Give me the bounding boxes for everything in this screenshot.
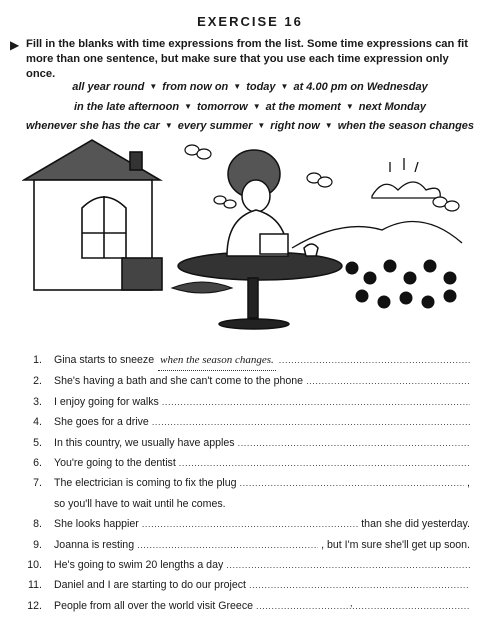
item-sentence: He's going to swim 20 lengths a day (54, 559, 224, 572)
item-number: 2. (33, 375, 42, 388)
exercise-item (20, 596, 470, 616)
answer-blank-dots[interactable] (226, 555, 470, 575)
time-expression: today (246, 81, 276, 93)
item-number: 9. (33, 538, 42, 551)
answer-blank-dots[interactable] (142, 514, 358, 534)
item-number: 3. (33, 395, 42, 408)
item-sentence: She's having a bath and she can't come to the phone (54, 375, 304, 388)
time-expression: tomorrow (197, 100, 248, 113)
answer-blank[interactable]: when the season changes. (158, 350, 276, 371)
item-sentence: In this country, we usually have apples (54, 436, 235, 449)
item-sentence-tail: than she did yesterday. (361, 518, 470, 531)
exercise-item (20, 350, 470, 371)
exercise-item (20, 535, 470, 555)
time-expression: at the moment (265, 100, 341, 113)
time-expression: right now (270, 120, 320, 132)
exercise-item (20, 575, 470, 595)
item-sentence: People from all over the world visit Greece (54, 599, 254, 612)
expression-list (20, 78, 480, 137)
exercise-item (20, 555, 470, 575)
exercise-item (20, 392, 470, 412)
exercise-item (20, 473, 470, 493)
item-number: 1. (33, 354, 42, 366)
item-sentence: The electrician is coming to fix the plug (54, 477, 237, 490)
answer-blank-dots (279, 350, 470, 370)
triangle-bullet-icon: ▼ (324, 121, 333, 130)
item-sentence: I enjoy going for walks (54, 395, 159, 408)
item-number: 10. (27, 559, 42, 572)
time-expression: every summer (177, 120, 253, 132)
triangle-bullet-icon: ▼ (164, 121, 173, 130)
expression-row (20, 117, 480, 137)
answer-blank-dots[interactable] (240, 473, 465, 493)
answer-blank-dots[interactable] (162, 392, 470, 412)
item-number: 5. (33, 436, 42, 449)
item-sentence: She goes for a drive (54, 416, 149, 429)
expression-row (20, 98, 480, 118)
item-number: 11. (28, 579, 42, 592)
illustration-woman-sneezing (22, 138, 472, 333)
exercise-item (20, 412, 470, 432)
time-expression: at 4.00 pm on Wednesday (293, 81, 428, 93)
answer-blank-dots[interactable] (256, 596, 470, 616)
triangle-bullet-icon: ▼ (149, 82, 158, 91)
time-expression: from now on (162, 81, 229, 93)
item-sentence: Gina starts to sneeze (54, 354, 155, 366)
time-expression: next Monday (358, 100, 427, 113)
exercise-item (20, 433, 470, 453)
exercise-item (20, 514, 470, 534)
item-sentence: She looks happier (54, 518, 139, 531)
triangle-bullet-icon: ▼ (233, 82, 242, 91)
instructions: Fill in the blanks with time expressions from the list. Some time expressions can fit more than one sentence, but make sure that you use each time expression only once. (26, 38, 469, 80)
item-sentence-continuation: so you'll have to wait until he comes. (54, 497, 226, 510)
item-sentence: You're going to the dentist (54, 457, 176, 470)
item-number: 8. (33, 518, 42, 531)
triangle-bullet-icon: ▼ (257, 121, 266, 130)
triangle-bullet-icon: ▼ (252, 101, 261, 111)
time-expression: all year round (72, 81, 145, 93)
house (24, 140, 162, 290)
item-sentence: Joanna is resting (54, 538, 135, 551)
item-number: 4. (33, 416, 42, 429)
time-expression: in the late afternoon (73, 100, 180, 113)
item-sentence: Daniel and I are starting to do our project (54, 579, 246, 592)
answer-blank-dots[interactable] (306, 371, 470, 391)
item-sentence-tail: , (467, 477, 470, 490)
time-expression: whenever she has the car (25, 120, 160, 132)
butterflies (185, 145, 459, 211)
stray-mark: , (350, 598, 353, 608)
item-number: 7. (33, 477, 42, 490)
item-sentence-tail: , but I'm sure she'll get up soon. (321, 538, 470, 551)
item-number: 6. (33, 457, 42, 470)
exercise-item (20, 371, 470, 391)
answer-blank-dots[interactable] (249, 575, 470, 595)
exercise-items (20, 350, 470, 616)
time-expression: when the season changes (337, 120, 475, 132)
exercise-item (20, 453, 470, 473)
item-number: 12. (27, 599, 42, 612)
answer-blank-dots[interactable] (152, 412, 470, 432)
expression-row (20, 78, 480, 98)
triangle-bullet-icon: ▼ (184, 101, 193, 111)
answer-blank-dots[interactable] (179, 453, 470, 473)
pointer-arrow-icon: ▶ (10, 38, 20, 52)
triangle-bullet-icon: ▼ (345, 101, 354, 111)
answer-blank-dots[interactable] (238, 433, 470, 453)
triangle-bullet-icon: ▼ (280, 82, 289, 91)
answer-blank-dots[interactable] (137, 535, 318, 555)
exercise-title: EXERCISE 16 (197, 14, 303, 29)
